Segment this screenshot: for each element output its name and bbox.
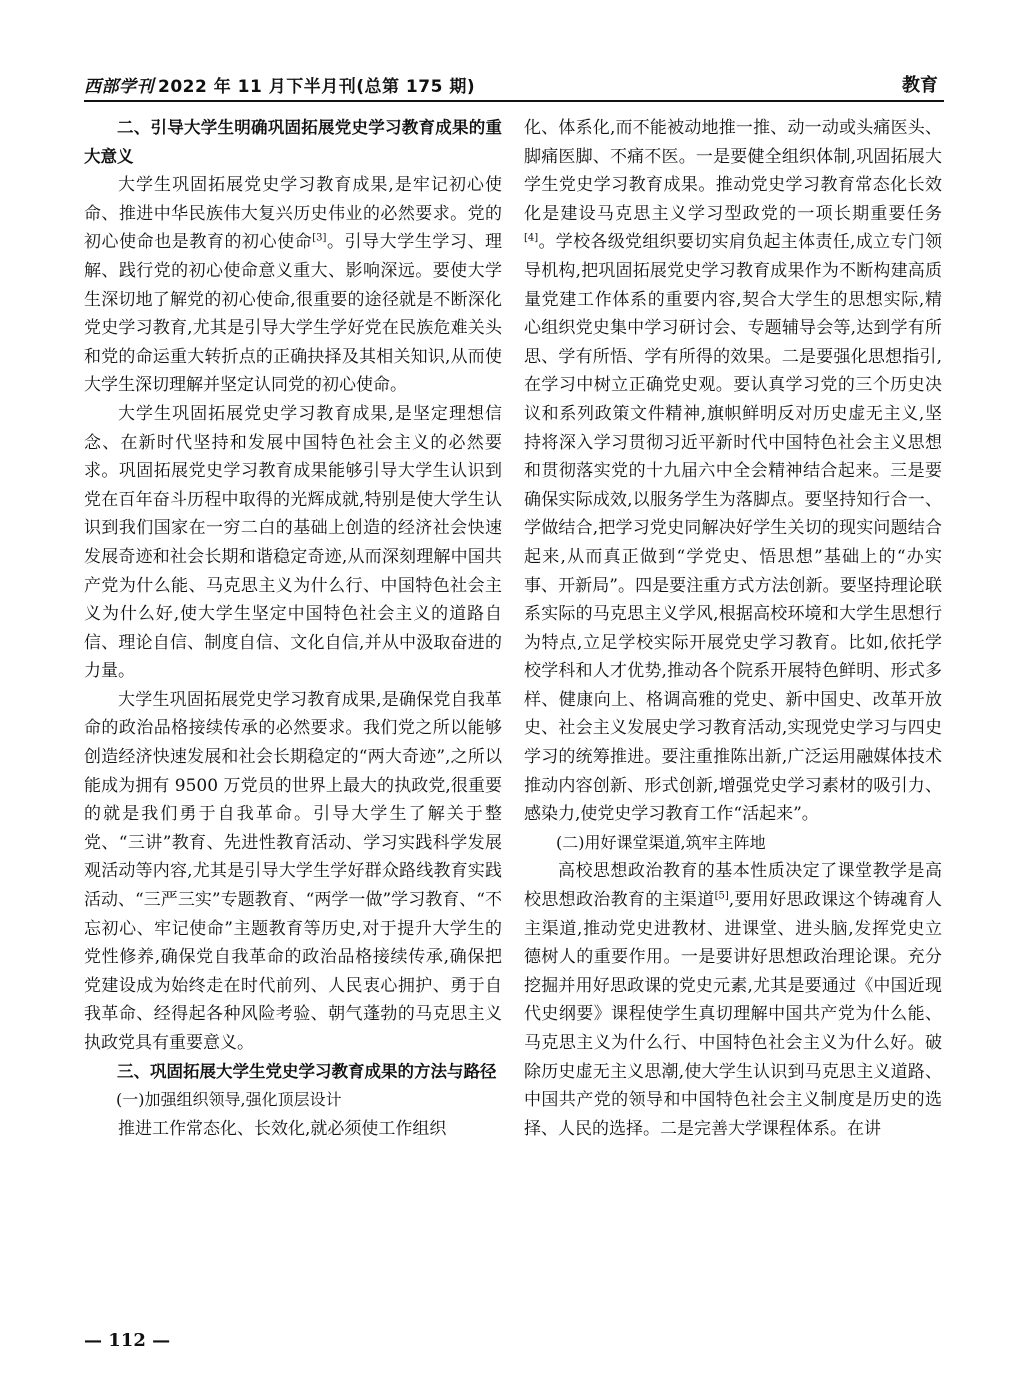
paragraph: 大学生巩固拓展党史学习教育成果,是确保党自我革命的政治品格接续传承的必然要求。我们党之所以能够创造经济快速发展和社会长期稳定的“两大奇迹”,之所以能成为拥有 9500 万党员的世界上最大的执政党,很重要的就是我们勇于自我革命。引导大学生了解关于整党、“三讲”教育、先进性教育活动、学习实践科学发展观活动等内容,尤其是引导大学生学好群众路线教育实践活动、“三严三实”专题教育、“两学一做”学习教育、“不忘初心、牢记使命”主题教育等历史,对于提升大学生的党性修养,确保党自我革命的政治品格接续传承,确保把党建设成为始终走在时代前列、人民衷心拥护、勇于自我革命、经得起各种风险考验、朝气蓬勃的马克思主义执政党具有重要意义。 <box>84 689 502 1053</box>
paragraph: 大学生巩固拓展党史学习教育成果,是坚定理想信念、在新时代坚持和发展中国特色社会主义的必然要求。巩固拓展党史学习教育成果能够引导大学生认识到党在百年奋斗历程中取得的光辉成就,特别是使大学生认识到我们国家在一穷二白的基础上创造的经济社会快速发展奇迹和社会长期和谐稳定奇迹,从而深刻理解中国共产党为什么能、马克思主义为什么行、中国特色社会主义为什么好,使大学生坚定中国特色社会主义的道路自信、理论自信、制度自信、文化自信,并从中汲取奋进的力量。 <box>84 403 502 682</box>
citation: [4] <box>524 232 539 244</box>
citation: [3] <box>312 232 327 244</box>
left-column <box>84 114 502 1143</box>
section-heading-3: 三、巩固拓展大学生党史学习教育成果的方法与路径 <box>117 1061 497 1081</box>
subsection-heading-2: (二)用好课堂渠道,筑牢主阵地 <box>556 832 766 852</box>
journal-issue: 2022 年 11 月下半月刊(总第 175 期) <box>158 77 476 97</box>
subsection-heading-1: (一)加强组织领导,强化顶层设计 <box>116 1090 342 1110</box>
citation: [5] <box>714 890 729 902</box>
paragraph: 化、体系化,而不能被动地推一推、动一动或头痛医头、脚痛医脚、不痛不医。一是要健全组织体制,巩固拓展大学生党史学习教育成果。推动党史学习教育常态化长效化是建设马克思主义学习型政党的一项长期重要任务[4]。学校各级党组织要切实肩负起主体责任,成立专门领导机构,把巩固拓展党史学习教育成果作为不断构建高质量党建工作体系的重要内容,契合大学生的思想实际,精心组织党史集中学习研讨会、专题辅导会等,达到学有所思、学有所悟、学有所得的效果。二是要强化思想指引,在学习中树立正确党史观。要认真学习党的三个历史决议和系列政策文件精神,旗帜鲜明反对历史虚无主义,坚持将深入学习贯彻习近平新时代中国特色社会主义思想和贯彻落实党的十九届六中全会精神结合起来。三是要确保实际成效,以服务学生为落脚点。要坚持知行合一、学做结合,把学习党史同解决好学生关切的现实问题结合起来,从而真正做到“学党史、悟思想”基础上的“办实事、开新局”。四是要注重方式方法创新。要坚持理论联系实际的马克思主义学风,根据高校环境和大学生思想行为特点,立足学校实际开展党史学习教育。比如,依托学校学科和人才优势,推动各个院系开展特色鲜明、形式多样、健康向上、格调高雅的党史、新中国史、改革开放史、社会主义发展史学习教育活动,实现党史学习与四史学习的统筹推进。要注重推陈出新,广泛运用融媒体技术推动内容创新、形式创新,增强党史学习素材的吸引力、感染力,使党史学习教育工作“活起来”。 <box>524 118 942 825</box>
paragraph: 大学生巩固拓展党史学习教育成果,是牢记初心使命、推进中华民族伟大复兴历史伟业的必然要求。党的初心使命也是教育的初心使命[3]。引导大学生学习、理解、践行党的初心使命意义重大、影响深远。要使大学生深切地了解党的初心使命,很重要的途径就是不断深化党史学习教育,尤其是引导大学生学好党在民族危难关头和党的命运重大转折点的正确抉择及其相关知识,从而使大学生深切理解并坚定认同党的初心使命。 <box>84 175 503 396</box>
page-number: — 112 — <box>84 1330 171 1351</box>
journal-logo: 西部学刊 <box>84 77 154 97</box>
section-label: 教育 <box>902 75 938 96</box>
right-column <box>524 114 942 1143</box>
section-heading-2: 二、引导大学生明确巩固拓展党史学习教育成果的重大意义 <box>84 118 502 166</box>
paragraph: 推进工作常态化、长效化,就必须使工作组织 <box>118 1118 447 1139</box>
running-header <box>84 68 944 102</box>
journal-title <box>84 72 475 97</box>
paragraph: 高校思想政治教育的基本性质决定了课堂教学是高校思想政治教育的主渠道[5],要用好思政课这个铸魂育人主渠道,推动党史进教材、进课堂、进头脑,发挥党史立德树人的重要作用。一是要讲好思想政治理论课。充分挖掘并用好思政课的党史元素,尤其是要通过《中国近现代史纲要》课程使学生真切理解中国共产党为什么能、马克思主义为什么行、中国特色社会主义为什么好。破除历史虚无主义思潮,使大学生认识到马克思主义道路、中国共产党的领导和中国特色社会主义制度是历史的选择、人民的选择。二是完善大学课程体系。在讲 <box>524 861 943 1139</box>
